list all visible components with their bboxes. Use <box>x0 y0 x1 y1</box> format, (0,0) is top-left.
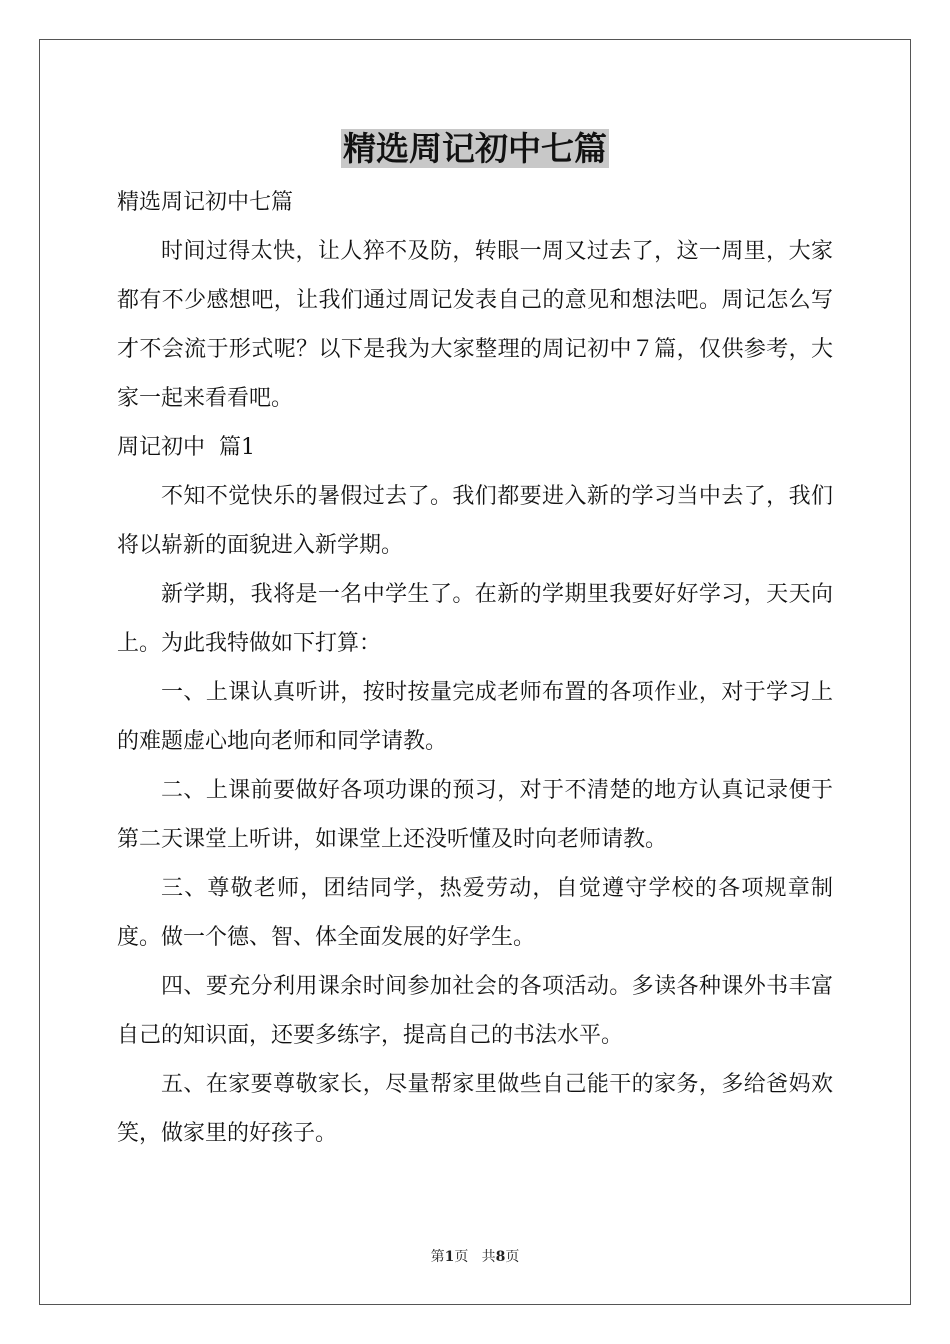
intro-paragraph: 时间过得太快，让人猝不及防，转眼一周又过去了，这一周里，大家都有不少感想吧，让我们通过周记发表自己的意见和想法吧。周记怎么写才不会流于形式呢？以下是我为大家整理的周记初中７篇，仅供参考，大家一起来看看吧。 <box>117 239 833 411</box>
body-paragraph: 不知不觉快乐的暑假过去了。我们都要进入新的学习当中去了，我们将以崭新的面貌进入新学期。 <box>117 484 833 558</box>
document-subtitle: 精选周记初中七篇 <box>117 190 294 215</box>
footer-total-prefix: 共 <box>481 1249 496 1265</box>
document-title <box>0 127 950 171</box>
footer-page-number: 1 <box>444 1249 455 1265</box>
document-body <box>117 178 833 1158</box>
body-paragraph: 二、上课前要做好各项功课的预习，对于不清楚的地方认真记录便于第二天课堂上听讲，如课堂上还没听懂及时向老师请教。 <box>117 778 833 852</box>
body-paragraph: 三、尊敬老师，团结同学，热爱劳动，自觉遵守学校的各项规章制度。做一个德、智、体全面发展的好学生。 <box>117 876 833 950</box>
footer-page-suffix: 页 <box>454 1249 469 1265</box>
section-heading: 周记初中 篇1 <box>117 435 255 460</box>
footer-total-suffix: 页 <box>505 1249 520 1265</box>
body-paragraph: 新学期，我将是一名中学生了。在新的学期里我要好好学习，天天向上。为此我特做如下打算： <box>117 582 833 656</box>
body-paragraph: 五、在家要尊敬家长，尽量帮家里做些自己能干的家务，多给爸妈欢笑，做家里的好孩子。 <box>117 1072 833 1146</box>
body-paragraph: 一、上课认真听讲，按时按量完成老师布置的各项作业，对于学习上的难题虚心地向老师和同学请教。 <box>117 680 833 754</box>
page-footer <box>0 1247 950 1267</box>
document-title-text: 精选周记初中七篇 <box>343 129 607 168</box>
footer-page-prefix: 第 <box>430 1249 445 1265</box>
body-paragraph: 四、要充分利用课余时间参加社会的各项活动。多读各种课外书丰富自己的知识面，还要多练字，提高自己的书法水平。 <box>117 974 833 1048</box>
footer-total-pages: 8 <box>495 1249 506 1265</box>
